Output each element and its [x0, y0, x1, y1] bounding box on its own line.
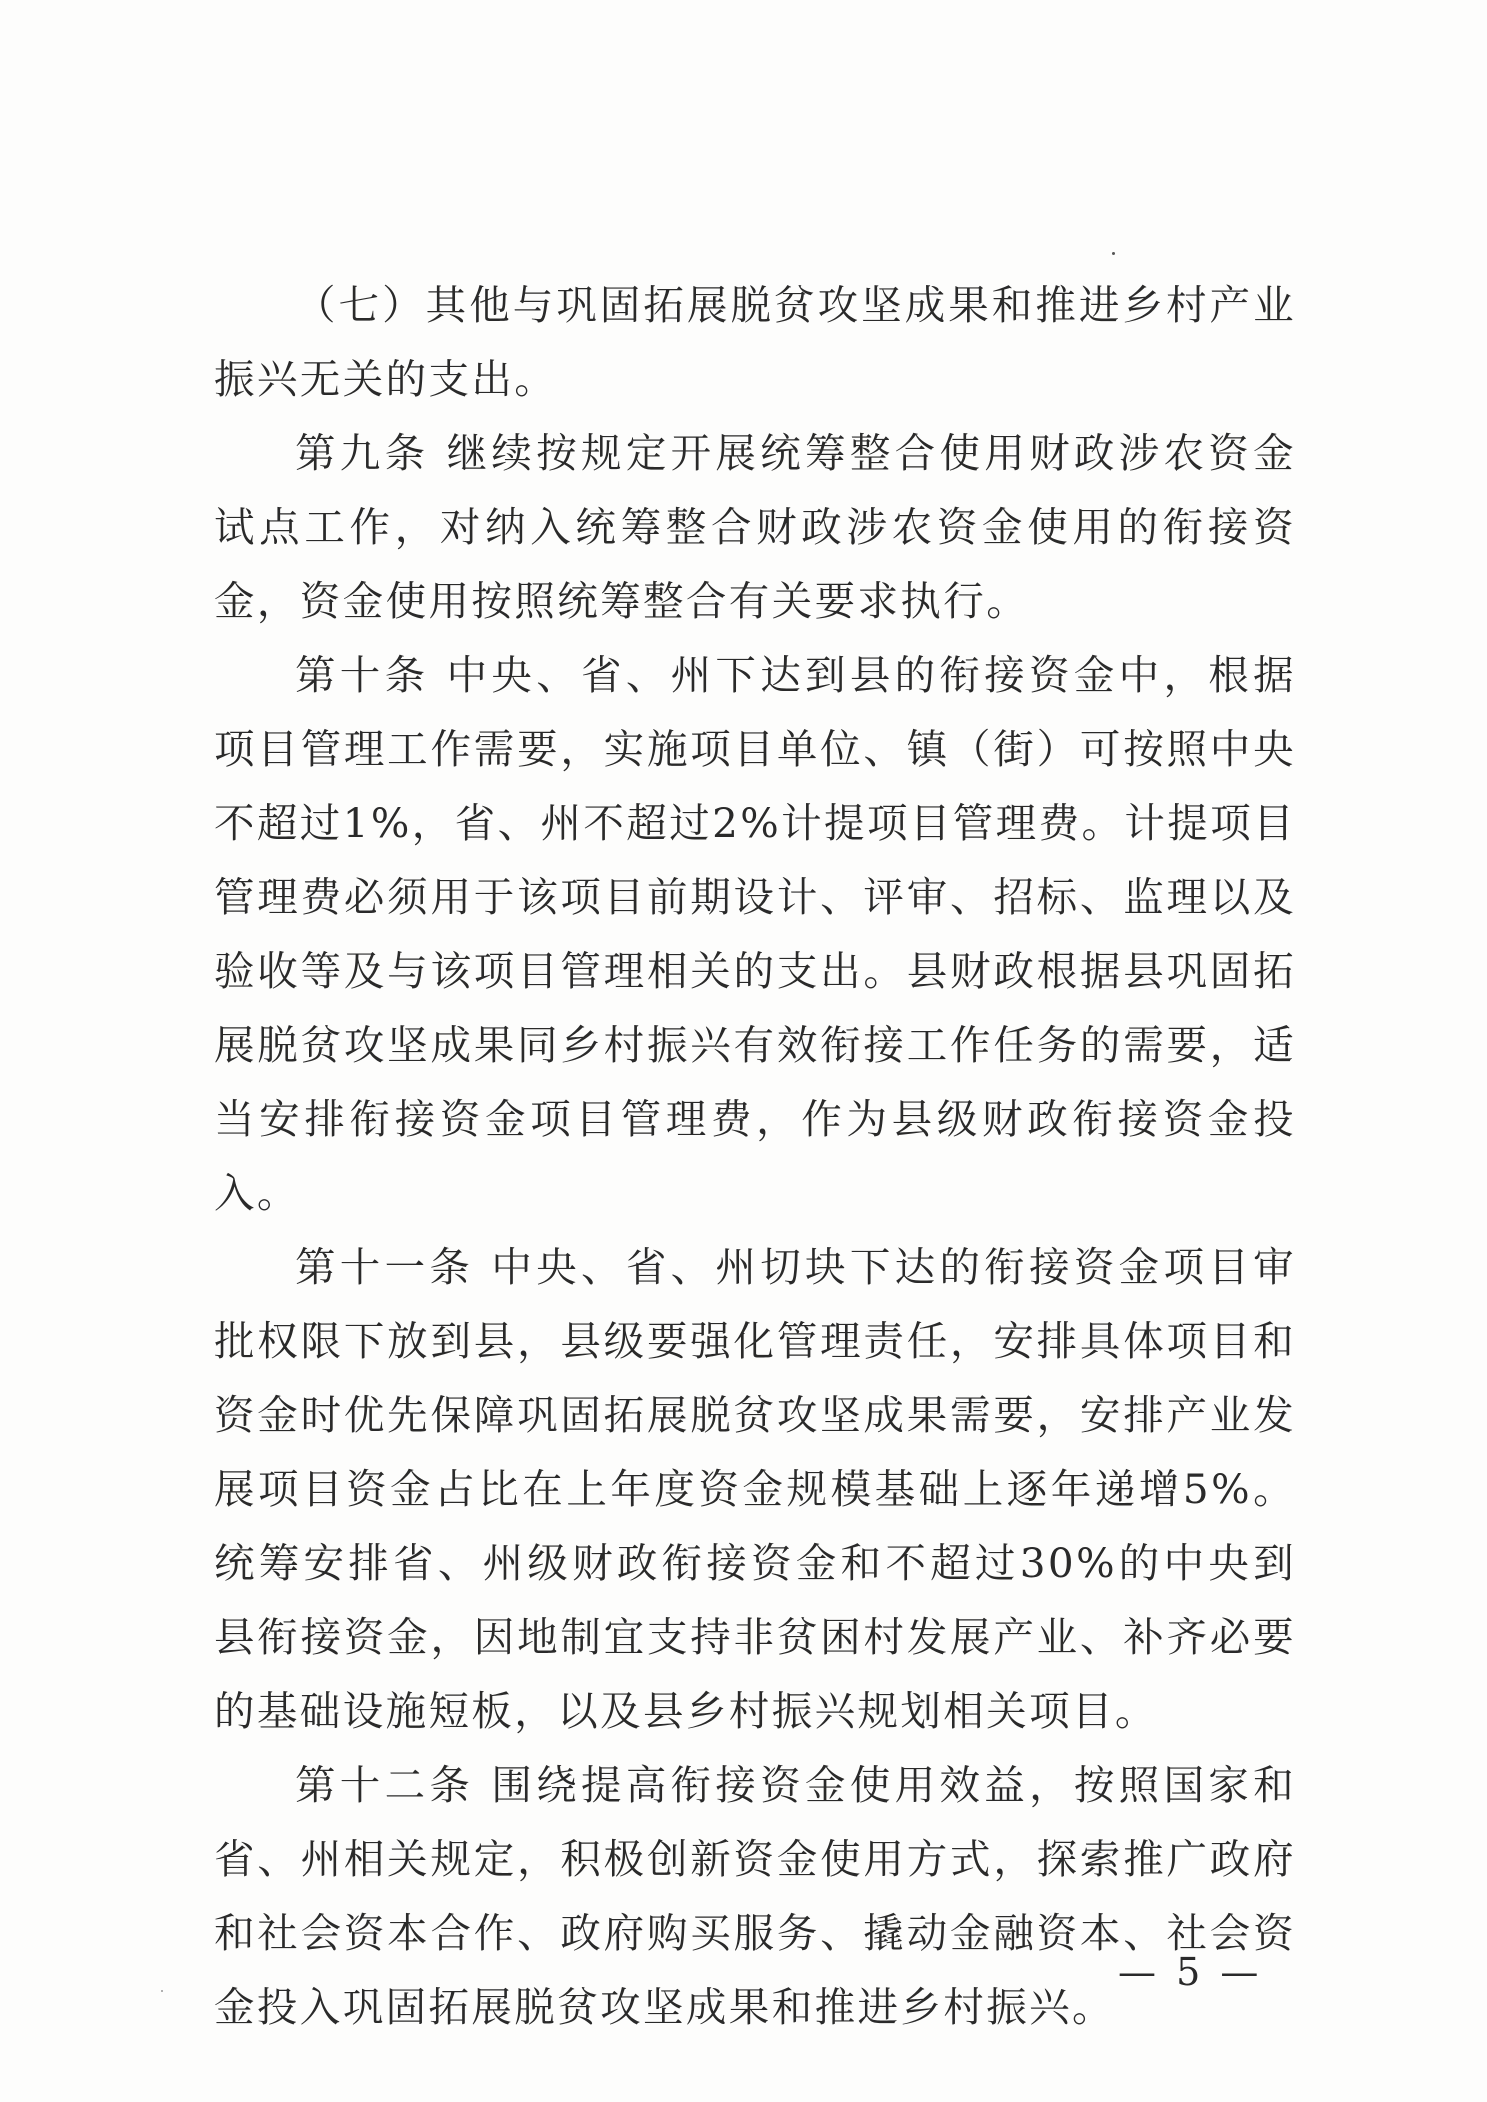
paragraph-article-10: 第十条 中央、省、州下达到县的衔接资金中，根据项目管理工作需要，实施项目单位、镇（街）可按照中央不超过1%，省、州不超过2%计提项目管理费。计提项目管理费必须用于该项目前期设计、评审、招标、监理以及验收等及与该项目管理相关的支出。县财政根据县巩固拓展脱贫攻坚成果同乡村振兴有效衔接工作任务的需要，适当安排衔接资金项目管理费，作为县级财政衔接资金投入。: [214, 651, 1296, 1217]
paragraph-article-9: 第九条 继续按规定开展统筹整合使用财政涉农资金试点工作，对纳入统筹整合财政涉农资金使用的衔接资金，资金使用按照统筹整合有关要求执行。: [214, 429, 1296, 625]
paragraph-article-11: 第十一条 中央、省、州切块下达的衔接资金项目审批权限下放到县，县级要强化管理责任，安排具体项目和资金时优先保障巩固拓展脱贫攻坚成果需要，安排产业发展项目资金占比在上年度资金规模基础上逐年递增5%。统筹安排省、州级财政衔接资金和不超过30%的中央到县衔接资金，因地制宜支持非贫困村发展产业、补齐必要的基础设施短板，以及县乡村振兴规划相关项目。: [214, 1243, 1296, 1735]
scan-speck: [1112, 252, 1115, 255]
page-number: — 5 —: [1118, 1950, 1263, 1994]
document-body: [214, 268, 1296, 2044]
paragraph-item-7: （七）其他与巩固拓展脱贫攻坚成果和推进乡村产业振兴无关的支出。: [214, 281, 1296, 403]
scan-speck: [161, 1990, 163, 1992]
paragraph-article-12: 第十二条 围绕提高衔接资金使用效益，按照国家和省、州相关规定，积极创新资金使用方式，探索推广政府和社会资本合作、政府购买服务、撬动金融资本、社会资金投入巩固拓展脱贫攻坚成果和推进乡村振兴。: [214, 1761, 1296, 2031]
